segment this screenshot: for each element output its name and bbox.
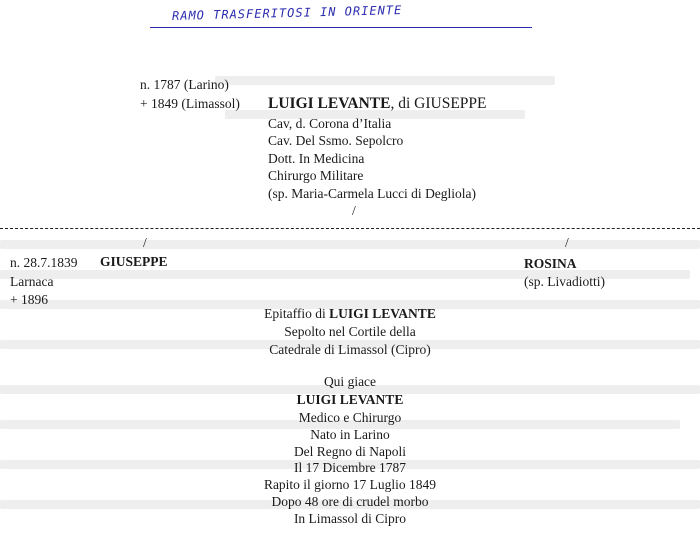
child-birth: n. 28.7.1839 bbox=[10, 255, 78, 270]
bleed-through-3 bbox=[0, 240, 700, 249]
inscription-lines bbox=[200, 410, 500, 528]
handwritten-note: RAMO TRASFERITOSI IN ORIENTE bbox=[171, 2, 403, 24]
inscription-line: In Limassol di Cipro bbox=[293, 510, 407, 526]
person-parentage: , di GIUSEPPE bbox=[390, 95, 487, 112]
handwritten-underline bbox=[150, 27, 532, 28]
inscription-line: Il 17 Dicembre 1787 bbox=[293, 460, 407, 476]
inscription-opening: Qui giace bbox=[323, 374, 377, 389]
title-line: Chirurgo Militare bbox=[268, 168, 364, 184]
left-branch-slash: / bbox=[143, 235, 147, 250]
child-death: + 1896 bbox=[10, 292, 48, 307]
death-info: + 1849 (Limassol) bbox=[140, 96, 240, 111]
inscription-line: Del Regno di Napoli bbox=[293, 443, 407, 459]
right-branch-slash: / bbox=[565, 235, 569, 250]
person-heading bbox=[268, 95, 487, 113]
bleed-through-1 bbox=[215, 76, 555, 85]
titles-list bbox=[268, 115, 476, 202]
inscription-name: LUIGI LEVANTE bbox=[296, 392, 404, 407]
inscription-line: Medico e Chirurgo bbox=[298, 410, 402, 425]
rosina-spouse: (sp. Livadiotti) bbox=[524, 274, 605, 289]
epitaph-heading-prefix: Epitaffio di bbox=[264, 306, 330, 321]
birth-info: n. 1787 (Larino) bbox=[140, 77, 229, 92]
inscription-line: Rapito il giorno 17 Luglio 1849 bbox=[263, 477, 437, 493]
title-line: Cav. Del Ssmo. Sepolcro bbox=[268, 133, 404, 149]
generation-divider bbox=[0, 228, 700, 229]
person-name: LUIGI LEVANTE bbox=[268, 95, 391, 112]
epitaph-heading bbox=[200, 306, 500, 322]
child-birthplace: Larnaca bbox=[10, 274, 54, 289]
descent-slash: / bbox=[352, 203, 356, 218]
child-name-giuseppe: GIUSEPPE bbox=[100, 254, 168, 269]
inscription-line: Dopo 48 ore di crudel morbo bbox=[271, 493, 429, 509]
burial-line-1: Sepolto nel Cortile della bbox=[284, 324, 416, 339]
inscription-line: Nato in Larino bbox=[310, 426, 390, 442]
epitaph-heading-name: LUIGI LEVANTE bbox=[329, 306, 436, 321]
burial-line-2: Catedrale di Limassol (Cipro) bbox=[269, 342, 431, 357]
child-name-rosina: ROSINA bbox=[524, 256, 577, 271]
title-line: Dott. In Medicina bbox=[268, 150, 365, 166]
title-line: Cav, d. Corona d’Italia bbox=[268, 116, 392, 131]
spouse-line: (sp. Maria-Carmela Lucci di Degliola) bbox=[268, 185, 477, 201]
